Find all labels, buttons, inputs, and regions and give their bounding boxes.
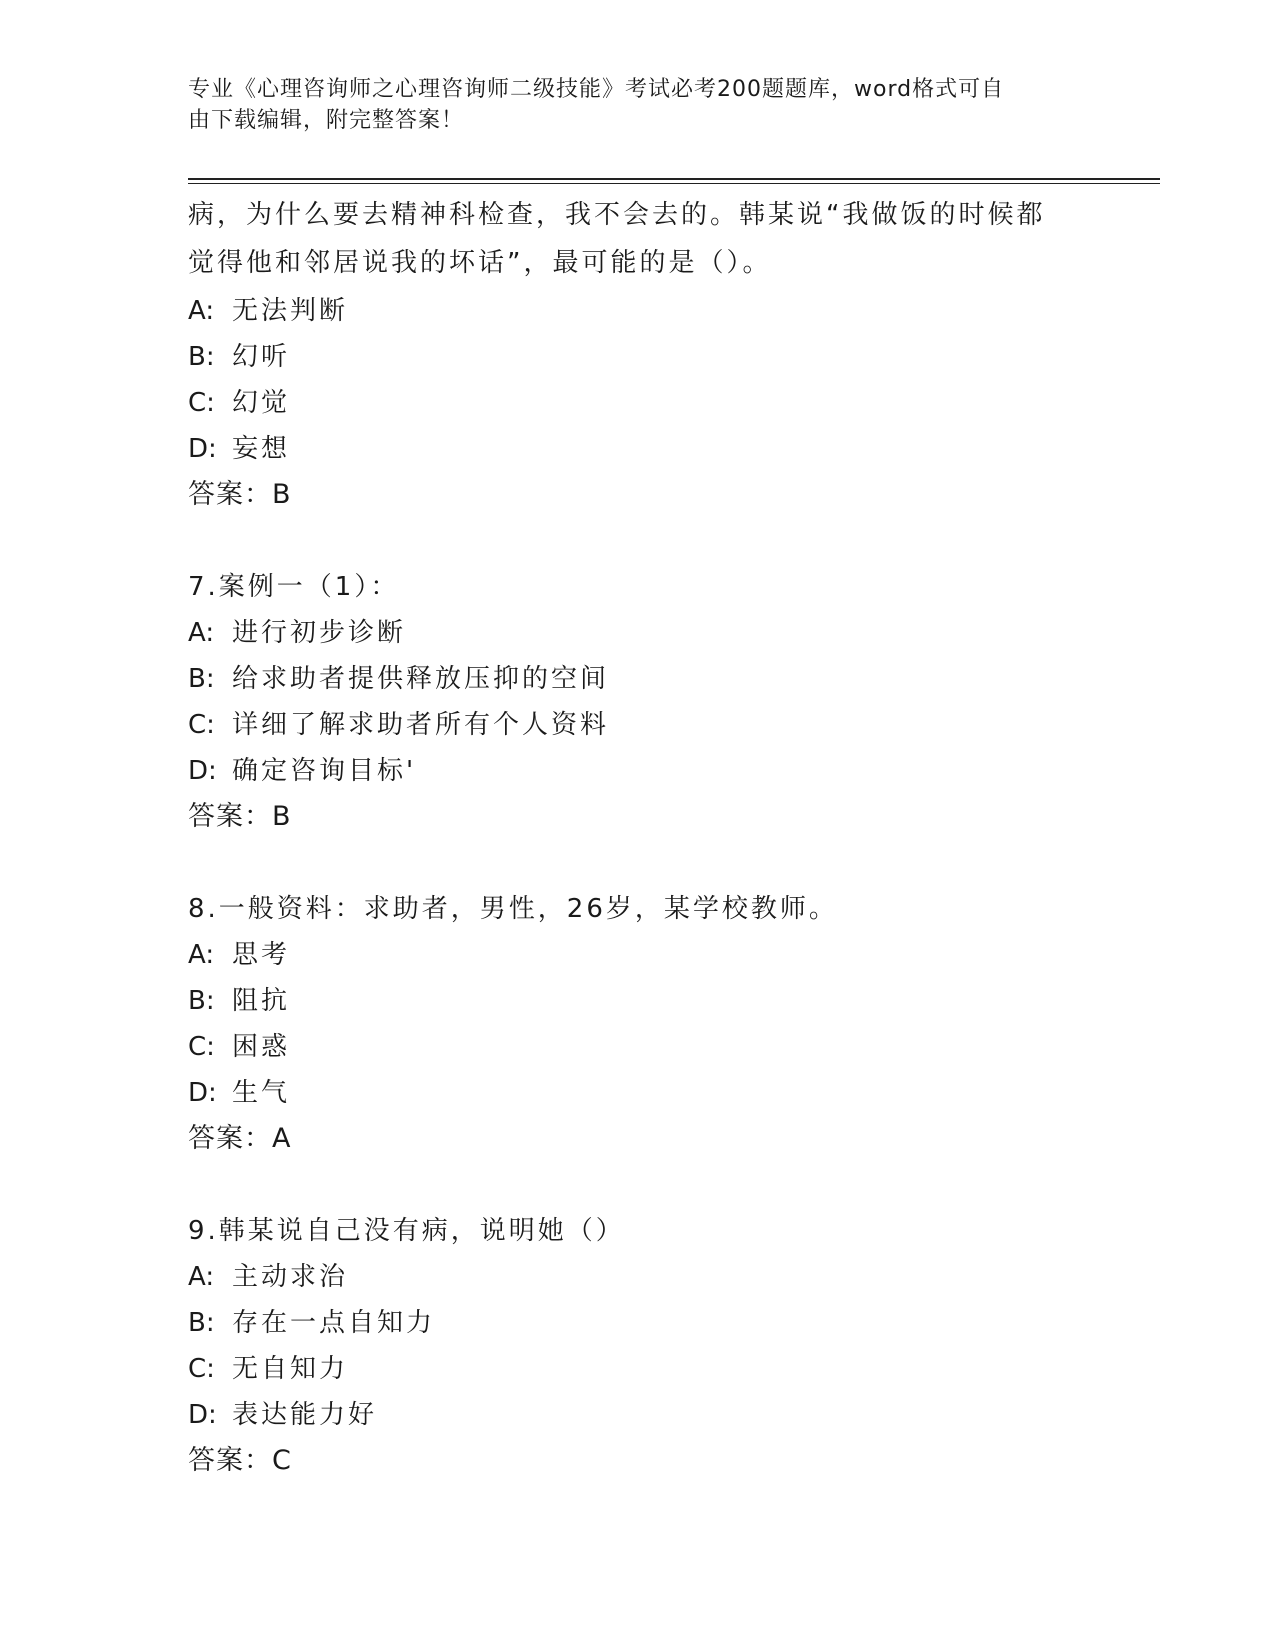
header-divider-thick [188, 178, 1160, 180]
option-d: D: 妄想 [188, 434, 291, 464]
question-8 [188, 886, 1088, 1162]
option-b: B: 幻听 [188, 342, 291, 372]
header-line-1: 专业《心理咨询师之心理咨询师二级技能》考试必考200题题库，word格式可自 [188, 77, 1005, 102]
option-a: A: 无法判断 [188, 296, 349, 326]
continued-question [188, 192, 1088, 518]
option-c: C: 困惑 [188, 1032, 291, 1062]
option-d: D: 确定咨询目标' [188, 756, 417, 786]
option-d: D: 表达能力好 [188, 1400, 378, 1430]
answer-line: 答案：B [188, 801, 292, 832]
answer-line: 答案：C [188, 1445, 292, 1476]
option-c: C: 详细了解求助者所有个人资料 [188, 710, 610, 740]
answer-line: 答案：A [188, 1123, 292, 1154]
option-c: C: 幻觉 [188, 388, 291, 418]
header-divider-thin [188, 183, 1160, 184]
option-a: A: 主动求治 [188, 1262, 349, 1292]
option-b: B: 存在一点自知力 [188, 1308, 436, 1338]
question-stem: 7.案例一（1）： [188, 572, 400, 602]
question-stem-line-1: 病，为什么要去精神科检查，我不会去的。韩某说“我做饭的时候都 [188, 200, 1046, 230]
option-b: B: 阻抗 [188, 986, 291, 1016]
question-7 [188, 564, 1088, 840]
option-c: C: 无自知力 [188, 1354, 349, 1384]
option-a: A: 进行初步诊断 [188, 618, 407, 648]
answer-line: 答案：B [188, 479, 292, 510]
question-stem: 8.一般资料：求助者，男性，26岁，某学校教师。 [188, 894, 838, 924]
question-9 [188, 1208, 1088, 1484]
question-stem-line-2: 觉得他和邻居说我的坏话”，最可能的是（）。 [188, 248, 772, 278]
question-stem: 9.韩某说自己没有病，说明她（） [188, 1216, 625, 1246]
document-header [188, 74, 1068, 136]
option-b: B: 给求助者提供释放压抑的空间 [188, 664, 610, 694]
question-list [188, 192, 1088, 1484]
option-a: A: 思考 [188, 940, 291, 970]
header-line-2: 由下载编辑，附完整答案！ [188, 108, 465, 133]
option-d: D: 生气 [188, 1078, 291, 1108]
